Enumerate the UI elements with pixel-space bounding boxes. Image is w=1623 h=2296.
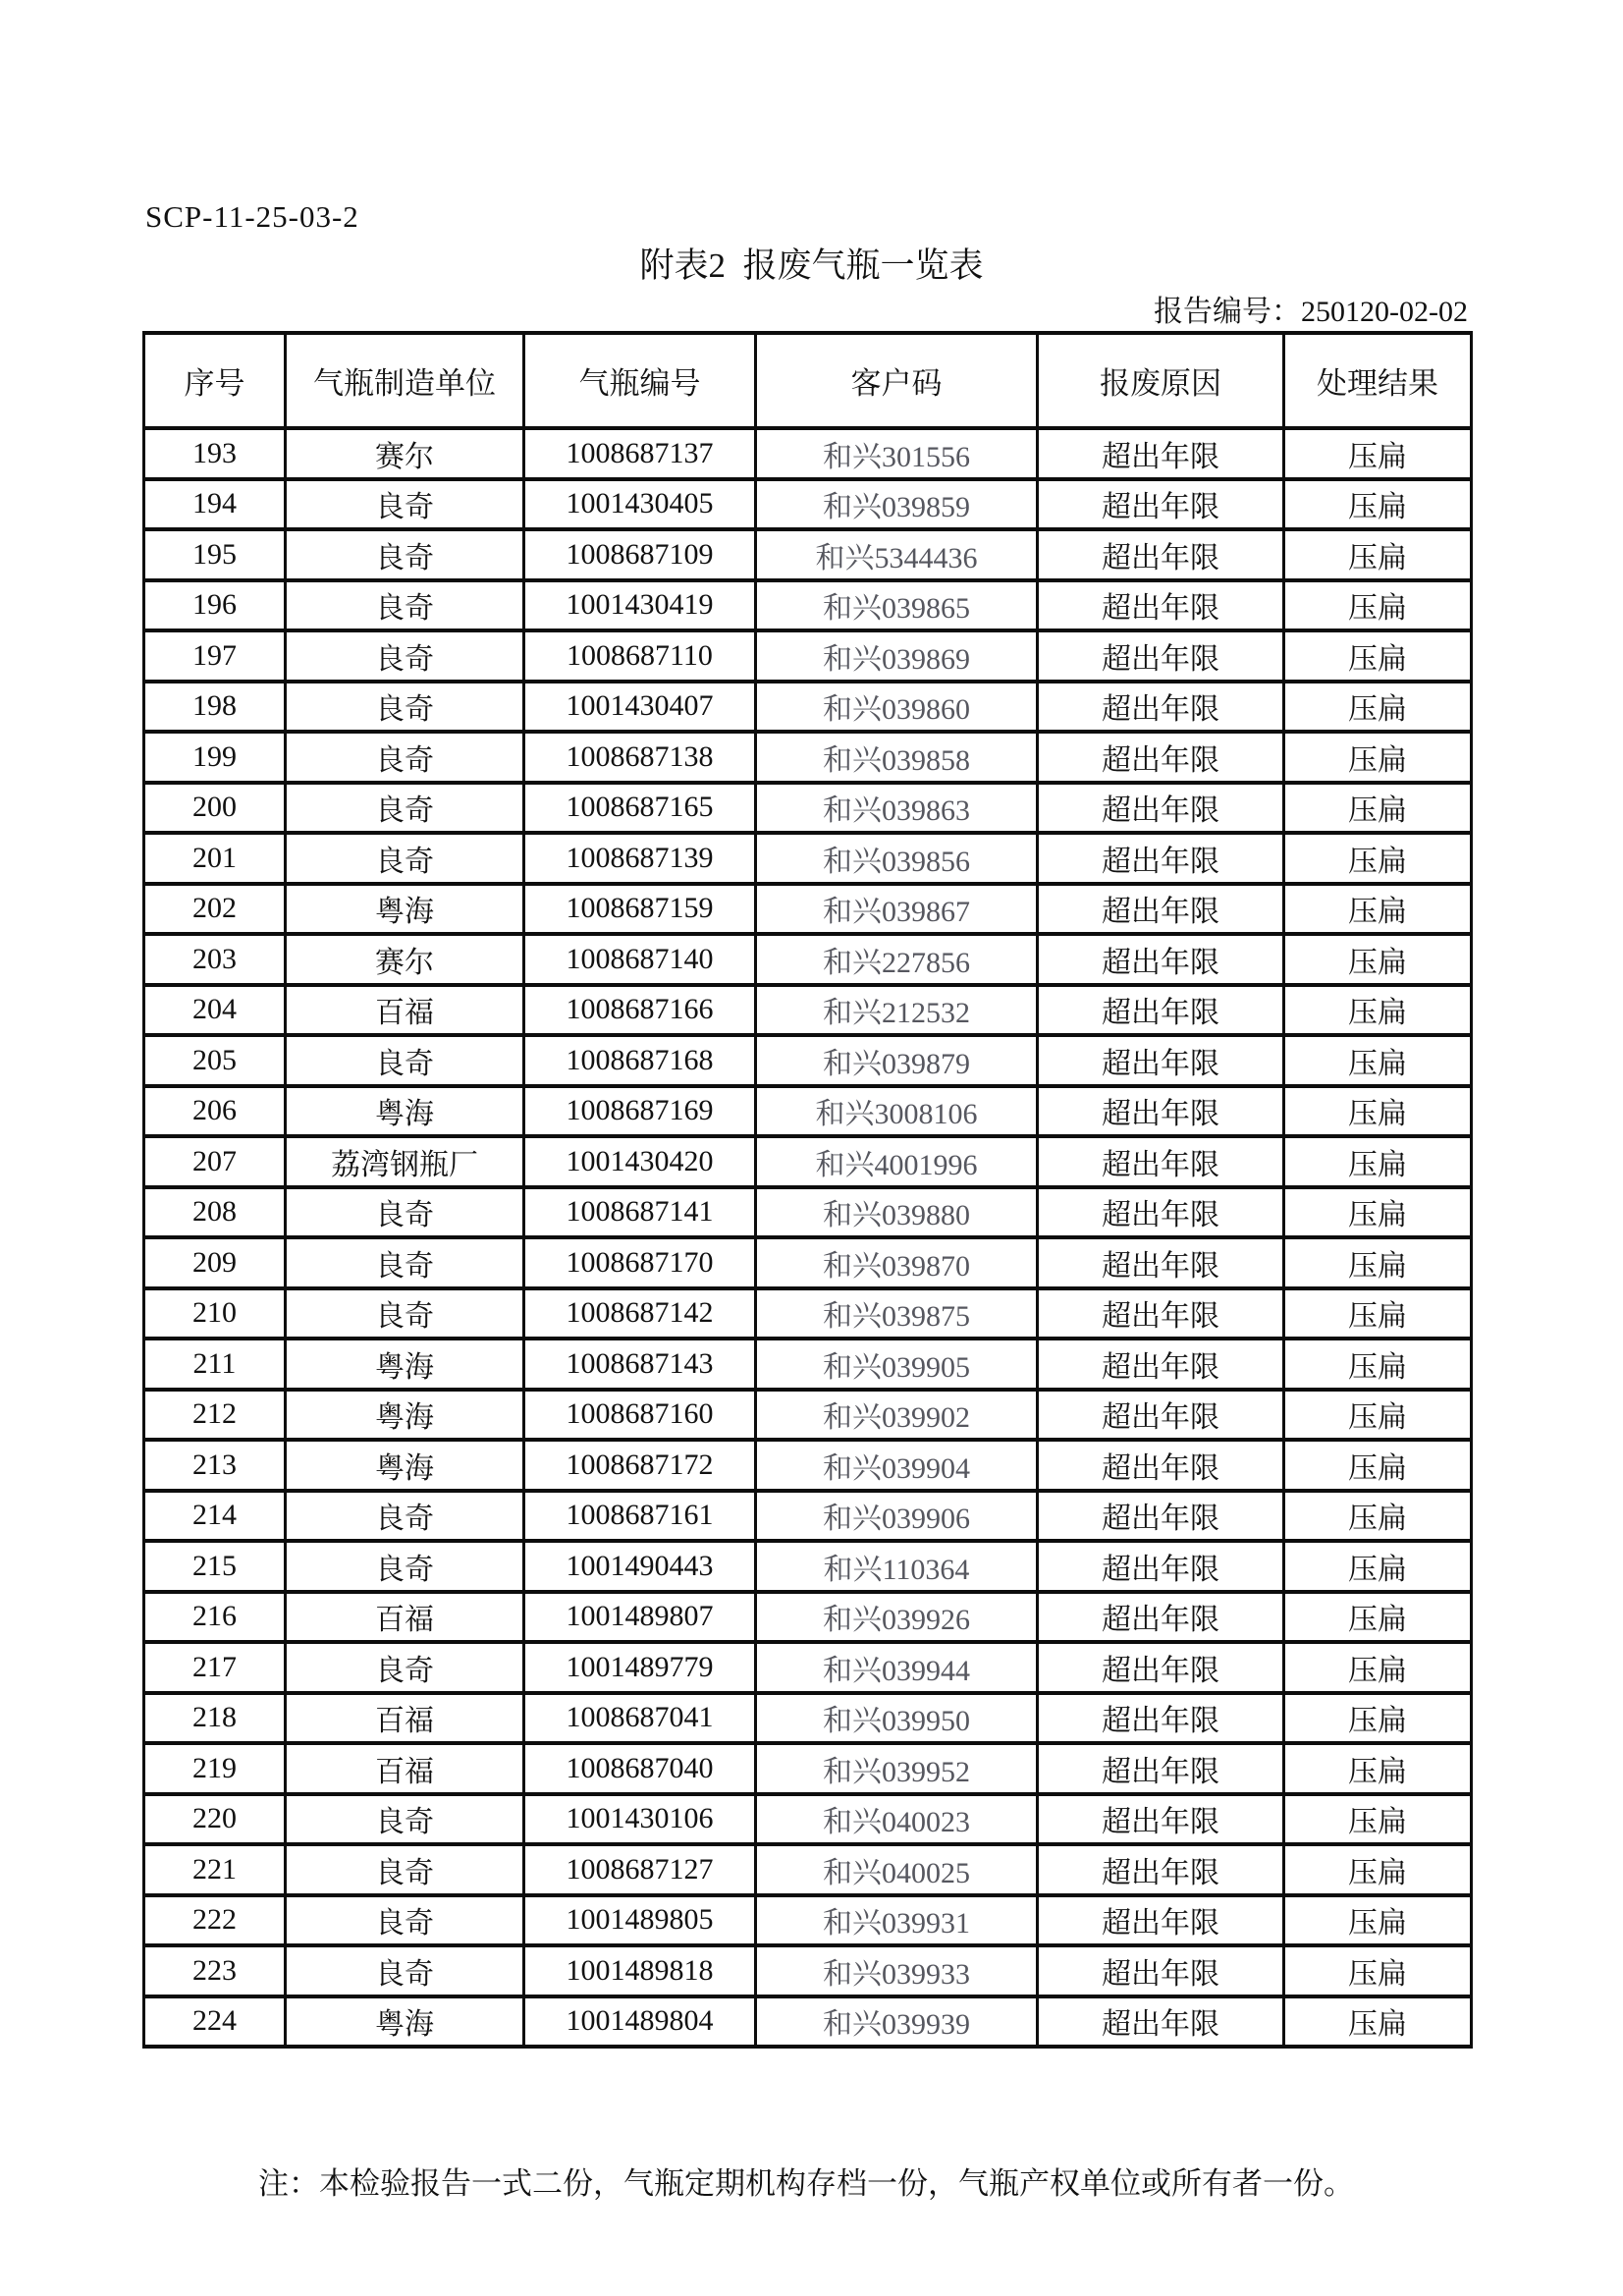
cell-scrap-reason: 超出年限 — [1038, 479, 1284, 530]
column-header-scrap-reason: 报废原因 — [1038, 333, 1284, 428]
cell-customer-code: 和兴040023 — [756, 1794, 1038, 1845]
cell-cylinder-no: 1008687040 — [524, 1743, 756, 1794]
table-body — [144, 428, 1472, 2047]
cell-scrap-reason: 超出年限 — [1038, 1086, 1284, 1137]
cell-serial: 196 — [144, 580, 286, 631]
cell-customer-code: 和兴039950 — [756, 1693, 1038, 1744]
cell-cylinder-no: 1001430420 — [524, 1136, 756, 1187]
cell-manufacturer: 良奇 — [286, 833, 524, 884]
cell-serial: 222 — [144, 1895, 286, 1946]
cell-result: 压扁 — [1284, 833, 1472, 884]
cell-serial: 199 — [144, 732, 286, 783]
report-number-label: 报告编号： — [1154, 296, 1302, 328]
table-row — [144, 1996, 1472, 2048]
cell-serial: 206 — [144, 1086, 286, 1137]
cell-result: 压扁 — [1284, 1288, 1472, 1339]
cell-customer-code: 和兴039905 — [756, 1339, 1038, 1390]
cell-scrap-reason: 超出年限 — [1038, 1895, 1284, 1946]
page-title: 附表2 报废气瓶一览表 — [639, 246, 984, 285]
cell-scrap-reason: 超出年限 — [1038, 630, 1284, 682]
cell-manufacturer: 良奇 — [286, 1945, 524, 1996]
table-row — [144, 732, 1472, 783]
cell-result: 压扁 — [1284, 428, 1472, 479]
cell-cylinder-no: 1008687110 — [524, 630, 756, 682]
cell-serial: 216 — [144, 1592, 286, 1643]
cell-serial: 197 — [144, 630, 286, 682]
table-row — [144, 1187, 1472, 1238]
cell-customer-code: 和兴039944 — [756, 1642, 1038, 1693]
cell-cylinder-no: 1008687160 — [524, 1390, 756, 1441]
cell-scrap-reason: 超出年限 — [1038, 1844, 1284, 1895]
cell-cylinder-no: 1008687137 — [524, 428, 756, 479]
table-row — [144, 1035, 1472, 1086]
cell-manufacturer: 良奇 — [286, 1794, 524, 1845]
table-row — [144, 1794, 1472, 1845]
cell-customer-code: 和兴039860 — [756, 682, 1038, 733]
cell-serial: 211 — [144, 1339, 286, 1390]
cell-result: 压扁 — [1284, 682, 1472, 733]
cell-result: 压扁 — [1284, 783, 1472, 834]
cell-cylinder-no: 1008687109 — [524, 529, 756, 580]
cell-result: 压扁 — [1284, 1390, 1472, 1441]
cell-cylinder-no: 1001489807 — [524, 1592, 756, 1643]
cell-result: 压扁 — [1284, 1440, 1472, 1491]
cell-serial: 213 — [144, 1440, 286, 1491]
cell-manufacturer: 良奇 — [286, 732, 524, 783]
cell-cylinder-no: 1008687041 — [524, 1693, 756, 1744]
cell-manufacturer: 粤海 — [286, 1339, 524, 1390]
cell-scrap-reason: 超出年限 — [1038, 580, 1284, 631]
cell-cylinder-no: 1001430405 — [524, 479, 756, 530]
cell-scrap-reason: 超出年限 — [1038, 1440, 1284, 1491]
table-header — [144, 333, 1472, 428]
cell-result: 压扁 — [1284, 1642, 1472, 1693]
cell-manufacturer: 赛尔 — [286, 934, 524, 985]
cell-manufacturer: 百福 — [286, 985, 524, 1036]
cell-cylinder-no: 1001489779 — [524, 1642, 756, 1693]
cell-scrap-reason: 超出年限 — [1038, 732, 1284, 783]
table-row — [144, 783, 1472, 834]
cell-cylinder-no: 1008687169 — [524, 1086, 756, 1137]
cell-result: 压扁 — [1284, 1339, 1472, 1390]
cell-result: 压扁 — [1284, 934, 1472, 985]
report-number-value: 250120-02-02 — [1301, 296, 1468, 328]
cell-serial: 210 — [144, 1288, 286, 1339]
cell-customer-code: 和兴212532 — [756, 985, 1038, 1036]
cell-serial: 209 — [144, 1237, 286, 1288]
cell-serial: 198 — [144, 682, 286, 733]
cell-scrap-reason: 超出年限 — [1038, 1541, 1284, 1592]
table-row — [144, 1491, 1472, 1542]
cell-manufacturer: 良奇 — [286, 1035, 524, 1086]
cell-cylinder-no: 1008687139 — [524, 833, 756, 884]
cell-serial: 223 — [144, 1945, 286, 1996]
cell-result: 压扁 — [1284, 1895, 1472, 1946]
cell-manufacturer: 良奇 — [286, 1187, 524, 1238]
cell-result: 压扁 — [1284, 884, 1472, 935]
cell-customer-code: 和兴039906 — [756, 1491, 1038, 1542]
table-row — [144, 1743, 1472, 1794]
cell-scrap-reason: 超出年限 — [1038, 783, 1284, 834]
cell-cylinder-no: 1008687143 — [524, 1339, 756, 1390]
table-row — [144, 884, 1472, 935]
cell-serial: 203 — [144, 934, 286, 985]
cell-manufacturer: 粤海 — [286, 1390, 524, 1441]
cell-scrap-reason: 超出年限 — [1038, 1339, 1284, 1390]
cell-serial: 204 — [144, 985, 286, 1036]
cell-scrap-reason: 超出年限 — [1038, 1187, 1284, 1238]
cell-result: 压扁 — [1284, 1136, 1472, 1187]
cell-result: 压扁 — [1284, 985, 1472, 1036]
cell-cylinder-no: 1008687127 — [524, 1844, 756, 1895]
table-row — [144, 529, 1472, 580]
cell-result: 压扁 — [1284, 1945, 1472, 1996]
cell-serial: 217 — [144, 1642, 286, 1693]
cell-serial: 202 — [144, 884, 286, 935]
table-row — [144, 985, 1472, 1036]
table-row — [144, 1390, 1472, 1441]
table-row — [144, 1642, 1472, 1693]
cell-customer-code: 和兴039904 — [756, 1440, 1038, 1491]
table-row — [144, 1895, 1472, 1946]
cell-manufacturer: 良奇 — [286, 1895, 524, 1946]
cell-customer-code: 和兴039879 — [756, 1035, 1038, 1086]
cell-cylinder-no: 1008687170 — [524, 1237, 756, 1288]
cell-manufacturer: 百福 — [286, 1592, 524, 1643]
cell-serial: 200 — [144, 783, 286, 834]
cell-cylinder-no: 1008687141 — [524, 1187, 756, 1238]
cell-serial: 212 — [144, 1390, 286, 1441]
cell-cylinder-no: 1001489804 — [524, 1996, 756, 2048]
table-row — [144, 1592, 1472, 1643]
cell-scrap-reason: 超出年限 — [1038, 1743, 1284, 1794]
cell-customer-code: 和兴039867 — [756, 884, 1038, 935]
cell-customer-code: 和兴039952 — [756, 1743, 1038, 1794]
cell-manufacturer: 良奇 — [286, 1541, 524, 1592]
table-row — [144, 1844, 1472, 1895]
cell-scrap-reason: 超出年限 — [1038, 1491, 1284, 1542]
footnote: 注：本检验报告一式二份，气瓶定期机构存档一份，气瓶产权单位或所有者一份。 — [258, 2166, 1354, 2201]
cell-manufacturer: 良奇 — [286, 1844, 524, 1895]
cell-serial: 207 — [144, 1136, 286, 1187]
cell-serial: 205 — [144, 1035, 286, 1086]
cell-result: 压扁 — [1284, 1844, 1472, 1895]
cell-scrap-reason: 超出年限 — [1038, 1288, 1284, 1339]
cell-result: 压扁 — [1284, 1541, 1472, 1592]
cell-cylinder-no: 1008687168 — [524, 1035, 756, 1086]
cell-customer-code: 和兴3008106 — [756, 1086, 1038, 1137]
cell-scrap-reason: 超出年限 — [1038, 1996, 1284, 2048]
table-row — [144, 682, 1472, 733]
cell-manufacturer: 百福 — [286, 1743, 524, 1794]
table-row — [144, 1945, 1472, 1996]
cell-customer-code: 和兴039863 — [756, 783, 1038, 834]
cell-result: 压扁 — [1284, 479, 1472, 530]
cell-customer-code: 和兴039865 — [756, 580, 1038, 631]
cell-scrap-reason: 超出年限 — [1038, 985, 1284, 1036]
cell-manufacturer: 良奇 — [286, 1288, 524, 1339]
table-row — [144, 934, 1472, 985]
cell-cylinder-no: 1001490443 — [524, 1541, 756, 1592]
cell-serial: 215 — [144, 1541, 286, 1592]
cell-serial: 201 — [144, 833, 286, 884]
cell-cylinder-no: 1008687142 — [524, 1288, 756, 1339]
cell-scrap-reason: 超出年限 — [1038, 1035, 1284, 1086]
cell-manufacturer: 粤海 — [286, 1440, 524, 1491]
cell-customer-code: 和兴039933 — [756, 1945, 1038, 1996]
cell-scrap-reason: 超出年限 — [1038, 833, 1284, 884]
table-row — [144, 580, 1472, 631]
cell-manufacturer: 荔湾钢瓶厂 — [286, 1136, 524, 1187]
table-row — [144, 1086, 1472, 1137]
cell-serial: 194 — [144, 479, 286, 530]
cell-scrap-reason: 超出年限 — [1038, 1136, 1284, 1187]
cell-cylinder-no: 1001489818 — [524, 1945, 756, 1996]
cell-cylinder-no: 1008687172 — [524, 1440, 756, 1491]
cell-manufacturer: 赛尔 — [286, 428, 524, 479]
column-header-result: 处理结果 — [1284, 333, 1472, 428]
cell-result: 压扁 — [1284, 1996, 1472, 2048]
table-row — [144, 833, 1472, 884]
table-row — [144, 1339, 1472, 1390]
cell-serial: 219 — [144, 1743, 286, 1794]
cell-result: 压扁 — [1284, 1187, 1472, 1238]
column-header-customer-code: 客户码 — [756, 333, 1038, 428]
cell-cylinder-no: 1008687159 — [524, 884, 756, 935]
table-row — [144, 1541, 1472, 1592]
cell-customer-code: 和兴110364 — [756, 1541, 1038, 1592]
cell-scrap-reason: 超出年限 — [1038, 1237, 1284, 1288]
cell-cylinder-no: 1001430419 — [524, 580, 756, 631]
cell-customer-code: 和兴5344436 — [756, 529, 1038, 580]
cell-scrap-reason: 超出年限 — [1038, 1794, 1284, 1845]
cell-manufacturer: 百福 — [286, 1693, 524, 1744]
cell-result: 压扁 — [1284, 1491, 1472, 1542]
cell-customer-code: 和兴039858 — [756, 732, 1038, 783]
cell-serial: 218 — [144, 1693, 286, 1744]
doc-code: SCP-11-25-03-2 — [145, 199, 359, 234]
cell-scrap-reason: 超出年限 — [1038, 529, 1284, 580]
cell-result: 压扁 — [1284, 1237, 1472, 1288]
cell-result: 压扁 — [1284, 529, 1472, 580]
cell-serial: 221 — [144, 1844, 286, 1895]
cell-serial: 193 — [144, 428, 286, 479]
table-row — [144, 1237, 1472, 1288]
cell-manufacturer: 良奇 — [286, 682, 524, 733]
cell-manufacturer: 良奇 — [286, 479, 524, 530]
report-number-line — [1154, 287, 1468, 330]
table-row — [144, 479, 1472, 530]
cell-customer-code: 和兴039869 — [756, 630, 1038, 682]
column-header-manufacturer: 气瓶制造单位 — [286, 333, 524, 428]
cell-scrap-reason: 超出年限 — [1038, 1592, 1284, 1643]
cell-serial: 195 — [144, 529, 286, 580]
cell-scrap-reason: 超出年限 — [1038, 1945, 1284, 1996]
cell-result: 压扁 — [1284, 1086, 1472, 1137]
cell-result: 压扁 — [1284, 1035, 1472, 1086]
cell-scrap-reason: 超出年限 — [1038, 428, 1284, 479]
cell-manufacturer: 良奇 — [286, 630, 524, 682]
cell-customer-code: 和兴039880 — [756, 1187, 1038, 1238]
cell-customer-code: 和兴039939 — [756, 1996, 1038, 2048]
cell-serial: 214 — [144, 1491, 286, 1542]
cell-serial: 208 — [144, 1187, 286, 1238]
cell-scrap-reason: 超出年限 — [1038, 682, 1284, 733]
cell-cylinder-no: 1008687165 — [524, 783, 756, 834]
cell-manufacturer: 良奇 — [286, 529, 524, 580]
cell-customer-code: 和兴039870 — [756, 1237, 1038, 1288]
cell-customer-code: 和兴301556 — [756, 428, 1038, 479]
cell-customer-code: 和兴039859 — [756, 479, 1038, 530]
cell-scrap-reason: 超出年限 — [1038, 1642, 1284, 1693]
cell-manufacturer: 粤海 — [286, 1996, 524, 2048]
cell-scrap-reason: 超出年限 — [1038, 1390, 1284, 1441]
cell-serial: 224 — [144, 1996, 286, 2048]
column-header-serial: 序号 — [144, 333, 286, 428]
table-row — [144, 1440, 1472, 1491]
column-header-cylinder-no: 气瓶编号 — [524, 333, 756, 428]
cell-cylinder-no: 1001430407 — [524, 682, 756, 733]
cell-result: 压扁 — [1284, 1743, 1472, 1794]
cell-customer-code: 和兴039931 — [756, 1895, 1038, 1946]
cell-customer-code: 和兴039902 — [756, 1390, 1038, 1441]
table-header-row — [144, 333, 1472, 428]
cell-result: 压扁 — [1284, 580, 1472, 631]
cell-customer-code: 和兴040025 — [756, 1844, 1038, 1895]
cell-manufacturer: 粤海 — [286, 884, 524, 935]
table-row — [144, 1136, 1472, 1187]
table-row — [144, 1693, 1472, 1744]
cell-scrap-reason: 超出年限 — [1038, 934, 1284, 985]
cell-customer-code: 和兴039856 — [756, 833, 1038, 884]
cell-serial: 220 — [144, 1794, 286, 1845]
cell-manufacturer: 良奇 — [286, 1491, 524, 1542]
scrapped-cylinders-table — [142, 331, 1473, 2049]
cell-manufacturer: 良奇 — [286, 1642, 524, 1693]
cell-scrap-reason: 超出年限 — [1038, 884, 1284, 935]
cell-manufacturer: 良奇 — [286, 783, 524, 834]
cell-cylinder-no: 1008687138 — [524, 732, 756, 783]
cell-result: 压扁 — [1284, 630, 1472, 682]
cell-cylinder-no: 1001430106 — [524, 1794, 756, 1845]
cell-result: 压扁 — [1284, 1592, 1472, 1643]
cell-result: 压扁 — [1284, 732, 1472, 783]
cell-cylinder-no: 1008687161 — [524, 1491, 756, 1542]
cell-result: 压扁 — [1284, 1693, 1472, 1744]
cell-customer-code: 和兴039875 — [756, 1288, 1038, 1339]
table-row — [144, 428, 1472, 479]
cell-customer-code: 和兴039926 — [756, 1592, 1038, 1643]
cell-cylinder-no: 1008687166 — [524, 985, 756, 1036]
cell-manufacturer: 粤海 — [286, 1086, 524, 1137]
cell-cylinder-no: 1001489805 — [524, 1895, 756, 1946]
cell-scrap-reason: 超出年限 — [1038, 1693, 1284, 1744]
cell-manufacturer: 良奇 — [286, 1237, 524, 1288]
cell-manufacturer: 良奇 — [286, 580, 524, 631]
table-row — [144, 630, 1472, 682]
cell-customer-code: 和兴227856 — [756, 934, 1038, 985]
cell-result: 压扁 — [1284, 1794, 1472, 1845]
cell-cylinder-no: 1008687140 — [524, 934, 756, 985]
cell-customer-code: 和兴4001996 — [756, 1136, 1038, 1187]
table-row — [144, 1288, 1472, 1339]
